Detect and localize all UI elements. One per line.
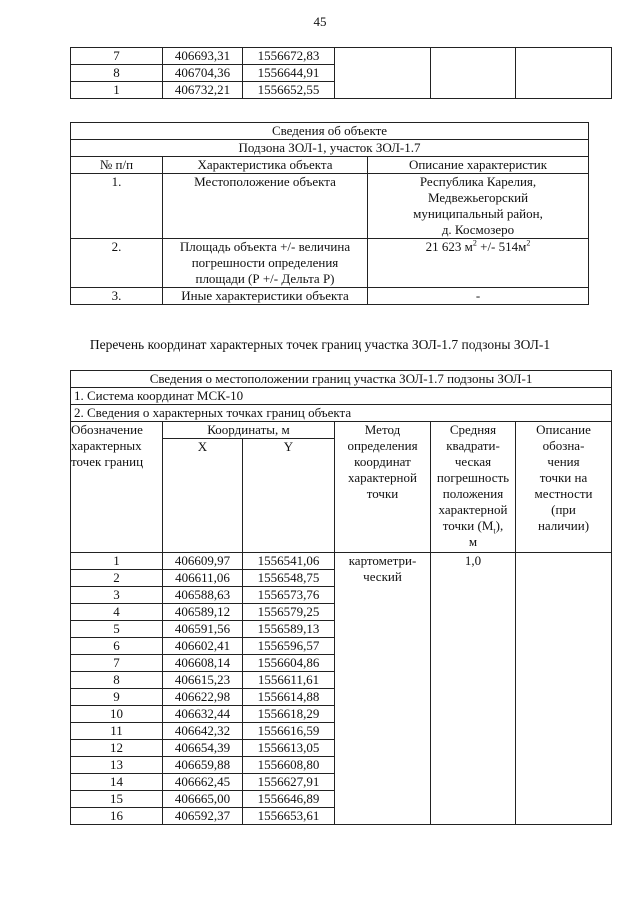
coord-x: 406615,23: [163, 672, 243, 689]
point-number: 1: [71, 82, 163, 99]
coord-y: 1556611,61: [243, 672, 335, 689]
description-cell: [516, 48, 612, 99]
header-line: ческая: [454, 454, 492, 469]
header-line: Метод: [364, 422, 401, 437]
header-line: местности: [534, 486, 593, 501]
point-number: 1: [71, 553, 163, 570]
method-cell: [335, 48, 431, 99]
object-info-table: [70, 122, 589, 305]
table-row: [71, 239, 589, 288]
method-value: [335, 553, 431, 825]
coord-y: 1556573,76: [243, 587, 335, 604]
header-line: координат: [354, 454, 411, 469]
coord-x: 406608,14: [163, 655, 243, 672]
point-number: 15: [71, 791, 163, 808]
coord-x: 406611,06: [163, 570, 243, 587]
header-description: Описание характеристик: [368, 157, 589, 174]
point-number: 4: [71, 604, 163, 621]
point-number: 10: [71, 706, 163, 723]
error-cell: [431, 48, 516, 99]
coord-y: 1556653,61: [243, 808, 335, 825]
header-subscript: t: [493, 526, 496, 536]
header-line: (при: [551, 502, 576, 517]
header-coordinates: Координаты, м: [163, 422, 335, 439]
point-number: 13: [71, 757, 163, 774]
header-line: погрешность: [436, 470, 510, 485]
row-characteristic: Иные характеристики объекта: [163, 288, 368, 305]
coord-x: 406693,31: [163, 48, 243, 65]
header-line: характерной: [348, 470, 417, 485]
header-line: определения: [347, 438, 418, 453]
header-line: чения: [547, 454, 580, 469]
coord-y: 1556627,91: [243, 774, 335, 791]
coord-y: 1556541,06: [243, 553, 335, 570]
header-line: [434, 518, 512, 534]
header-method: [335, 422, 431, 553]
row-number: 3.: [71, 288, 163, 305]
header-text: точки (M: [442, 518, 494, 533]
coord-x: 406591,56: [163, 621, 243, 638]
coord-x: 406589,12: [163, 604, 243, 621]
location-line: д. Космозеро: [441, 222, 515, 237]
coord-x: 406642,32: [163, 723, 243, 740]
header-line: квадрати-: [446, 438, 500, 453]
coord-x: 406704,36: [163, 65, 243, 82]
area-number: 21 623 м: [425, 239, 473, 254]
header-line: Средняя: [449, 422, 497, 437]
page-number: 45: [313, 14, 327, 29]
coord-x: 406665,00: [163, 791, 243, 808]
boundary-title: Сведения о местоположении границ участка ЗОЛ-1.7 подзоны ЗОЛ-1: [71, 371, 612, 388]
header-line: наличии): [537, 518, 590, 533]
header-line: точек границ: [71, 454, 144, 469]
point-description-value: [516, 553, 612, 825]
header-point-description: [516, 422, 612, 553]
coord-y: 1556614,88: [243, 689, 335, 706]
point-number: 9: [71, 689, 163, 706]
coord-y: 1556604,86: [243, 655, 335, 672]
coord-y: 1556618,29: [243, 706, 335, 723]
row-description: [368, 174, 589, 239]
method-line: ческий: [363, 569, 402, 584]
object-info-subtitle: Подзона ЗОЛ-1, участок ЗОЛ-1.7: [71, 140, 589, 157]
coord-y: 1556613,05: [243, 740, 335, 757]
coord-y: 1556672,83: [243, 48, 335, 65]
tolerance-unit-power: 2: [526, 238, 531, 248]
header-error: [431, 422, 516, 553]
coord-x: 406632,44: [163, 706, 243, 723]
table-row: [71, 174, 589, 239]
table-row: [71, 553, 612, 570]
row-characteristic: [163, 239, 368, 288]
coord-y: 1556579,25: [243, 604, 335, 621]
header-line: точки на: [539, 470, 588, 485]
coord-x: 406662,45: [163, 774, 243, 791]
coord-y: 1556589,13: [243, 621, 335, 638]
header-line: обозна-: [542, 438, 585, 453]
point-number: 8: [71, 672, 163, 689]
location-line: муниципальный район,: [413, 206, 543, 221]
row-number: 2.: [71, 239, 163, 288]
boundary-location-table: [70, 370, 612, 825]
coord-x: 406609,97: [163, 553, 243, 570]
point-number: 6: [71, 638, 163, 655]
header-line: характерных: [71, 438, 142, 453]
row-description: -: [368, 288, 589, 305]
coordinates-continuation-table: [70, 47, 612, 99]
header-designation: [71, 422, 163, 553]
point-number: 11: [71, 723, 163, 740]
points-title: 2. Сведения о характерных точках границ объекта: [71, 405, 612, 422]
coord-y: 1556548,75: [243, 570, 335, 587]
coord-y: 1556596,57: [243, 638, 335, 655]
header-number: № п/п: [71, 157, 163, 174]
coordinate-system: 1. Система координат МСК-10: [71, 388, 612, 405]
coord-x: 406622,98: [163, 689, 243, 706]
coord-y: 1556616,59: [243, 723, 335, 740]
point-number: 2: [71, 570, 163, 587]
header-line: Описание: [536, 422, 591, 437]
coord-x: 406732,21: [163, 82, 243, 99]
coord-y: 1556608,80: [243, 757, 335, 774]
point-number: 3: [71, 587, 163, 604]
area-value: [368, 239, 589, 288]
method-line: картометри-: [348, 553, 417, 568]
area-unit-power: 2: [472, 238, 477, 248]
points-body: [71, 553, 612, 825]
row-number: 1.: [71, 174, 163, 239]
header-characteristic: Характеристика объекта: [163, 157, 368, 174]
coord-x: 406654,39: [163, 740, 243, 757]
location-line: Республика Карелия,: [419, 174, 537, 189]
coord-x: 406592,37: [163, 808, 243, 825]
table-row: [71, 48, 612, 65]
area-line: площади (Р +/- Дельта Р): [195, 271, 335, 286]
object-info-title: Сведения об объекте: [71, 123, 589, 140]
header-line: Обозначение: [71, 422, 143, 437]
point-number: 7: [71, 655, 163, 672]
header-x: X: [163, 439, 243, 553]
table-row: [71, 288, 589, 305]
row-characteristic: Местоположение объекта: [163, 174, 368, 239]
point-number: 16: [71, 808, 163, 825]
header-y: Y: [243, 439, 335, 553]
coord-y: 1556646,89: [243, 791, 335, 808]
area-line: погрешности определения: [191, 255, 339, 270]
coordinates-caption: Перечень координат характерных точек границ участка ЗОЛ-1.7 подзоны ЗОЛ-1: [89, 337, 551, 352]
location-line: Медвежьегорский: [427, 190, 529, 205]
coord-x: 406588,63: [163, 587, 243, 604]
coord-x: 406659,88: [163, 757, 243, 774]
area-tolerance: +/- 514м: [476, 239, 527, 254]
error-value: 1,0: [431, 553, 516, 825]
header-line: м: [468, 534, 478, 549]
point-number: 5: [71, 621, 163, 638]
header-line: точки: [366, 486, 399, 501]
point-number: 8: [71, 65, 163, 82]
coord-y: 1556652,55: [243, 82, 335, 99]
point-number: 14: [71, 774, 163, 791]
coord-y: 1556644,91: [243, 65, 335, 82]
area-line: Площадь объекта +/- величина: [179, 239, 351, 254]
point-number: 12: [71, 740, 163, 757]
header-line: характерной: [438, 502, 508, 517]
point-number: 7: [71, 48, 163, 65]
coord-x: 406602,41: [163, 638, 243, 655]
header-line: положения: [442, 486, 504, 501]
header-text: ),: [495, 518, 504, 533]
